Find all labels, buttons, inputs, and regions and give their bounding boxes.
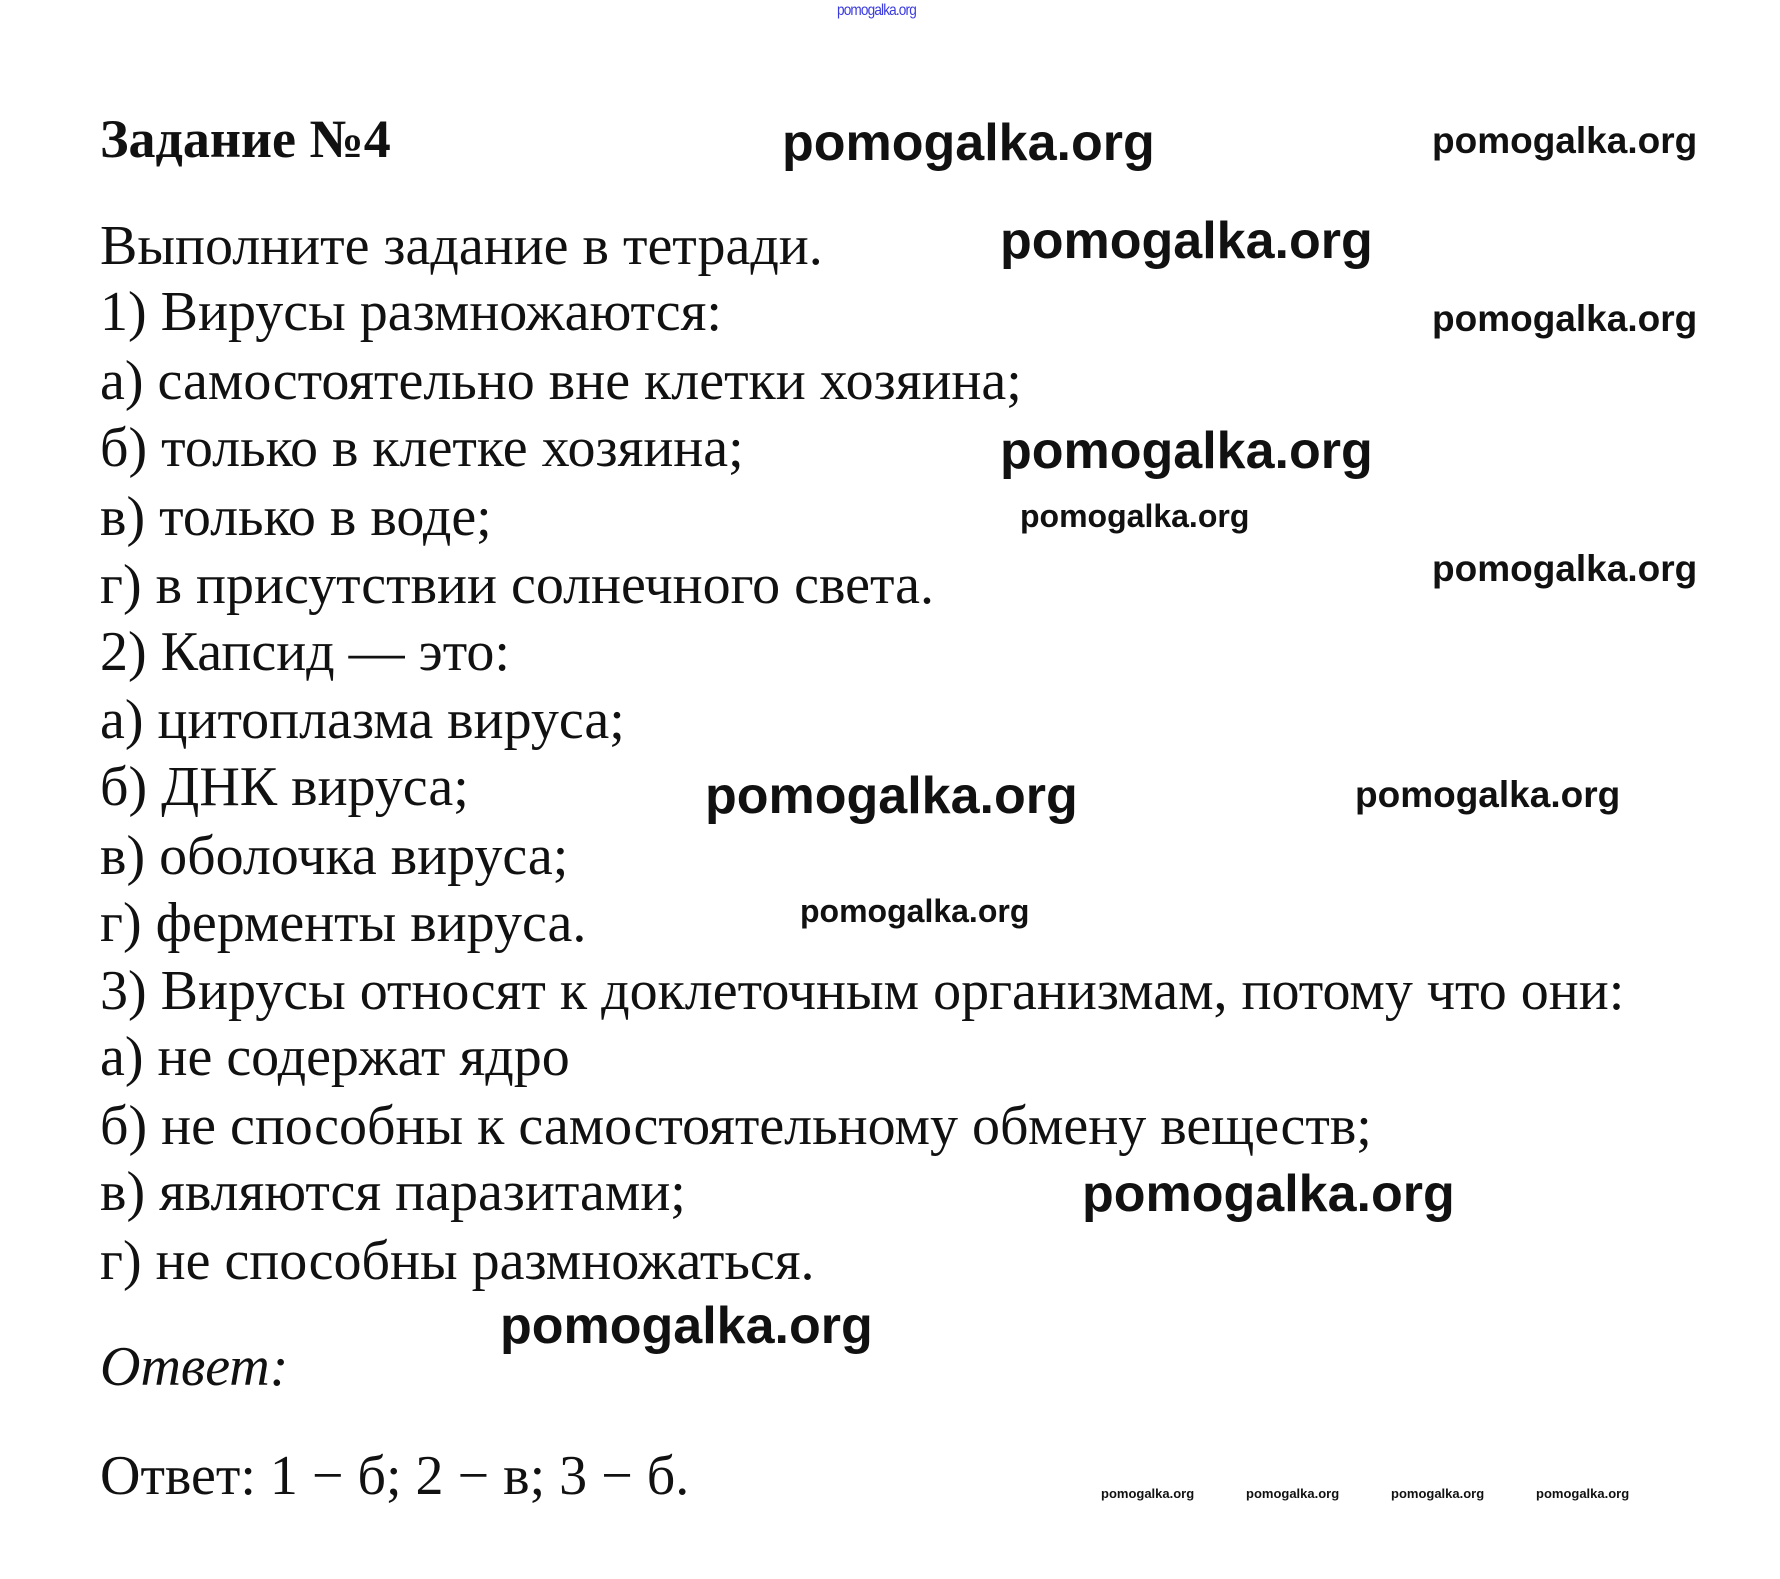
watermark: pomogalka.org [1082, 1165, 1455, 1223]
watermark: pomogalka.org [1355, 774, 1621, 815]
question-3: 3) Вирусы относят к доклеточным организмам, потому что они: [100, 960, 1625, 1022]
watermark: pomogalka.org [1432, 548, 1698, 589]
answer-label: Ответ: [100, 1336, 289, 1398]
watermark: pomogalka.org [1020, 498, 1250, 534]
watermark: pomogalka.org [1432, 298, 1698, 339]
watermark: pomogalka.org [1536, 1486, 1630, 1501]
option: в) являются паразитами; [100, 1161, 686, 1223]
question-2: 2) Капсид — это: [100, 621, 510, 683]
header-link[interactable]: pomogalka.org [837, 2, 916, 19]
option: в) оболочка вируса; [100, 825, 569, 887]
option: а) самостоятельно вне клетки хозяина; [100, 350, 1022, 412]
option: б) ДНК вируса; [100, 756, 469, 818]
watermark: pomogalka.org [1000, 422, 1373, 480]
option: а) цитоплазма вируса; [100, 689, 625, 751]
watermark: pomogalka.org [705, 767, 1078, 825]
question-1: 1) Вирусы размножаются: [100, 281, 722, 343]
watermark: pomogalka.org [1000, 212, 1373, 270]
watermark: pomogalka.org [1391, 1486, 1485, 1501]
option: а) не содержат ядро [100, 1026, 570, 1088]
answer: Ответ: 1 − б; 2 − в; 3 − б. [100, 1445, 690, 1507]
watermark: pomogalka.org [800, 893, 1030, 929]
option: г) в присутствии солнечного света. [100, 554, 935, 616]
watermark: pomogalka.org [1246, 1486, 1340, 1501]
watermark: pomogalka.org [1101, 1486, 1195, 1501]
option: г) ферменты вируса. [100, 892, 587, 954]
option: б) не способны к самостоятельному обмену веществ; [100, 1095, 1372, 1157]
watermark: pomogalka.org [1432, 120, 1698, 161]
option: г) не способны размножаться. [100, 1230, 815, 1292]
instruction: Выполните задание в тетради. [100, 215, 823, 277]
option: в) только в воде; [100, 486, 492, 548]
option: б) только в клетке хозяина; [100, 417, 744, 479]
page-title: Задание №4 [100, 109, 391, 169]
watermark: pomogalka.org [782, 114, 1155, 172]
watermark: pomogalka.org [500, 1297, 873, 1355]
